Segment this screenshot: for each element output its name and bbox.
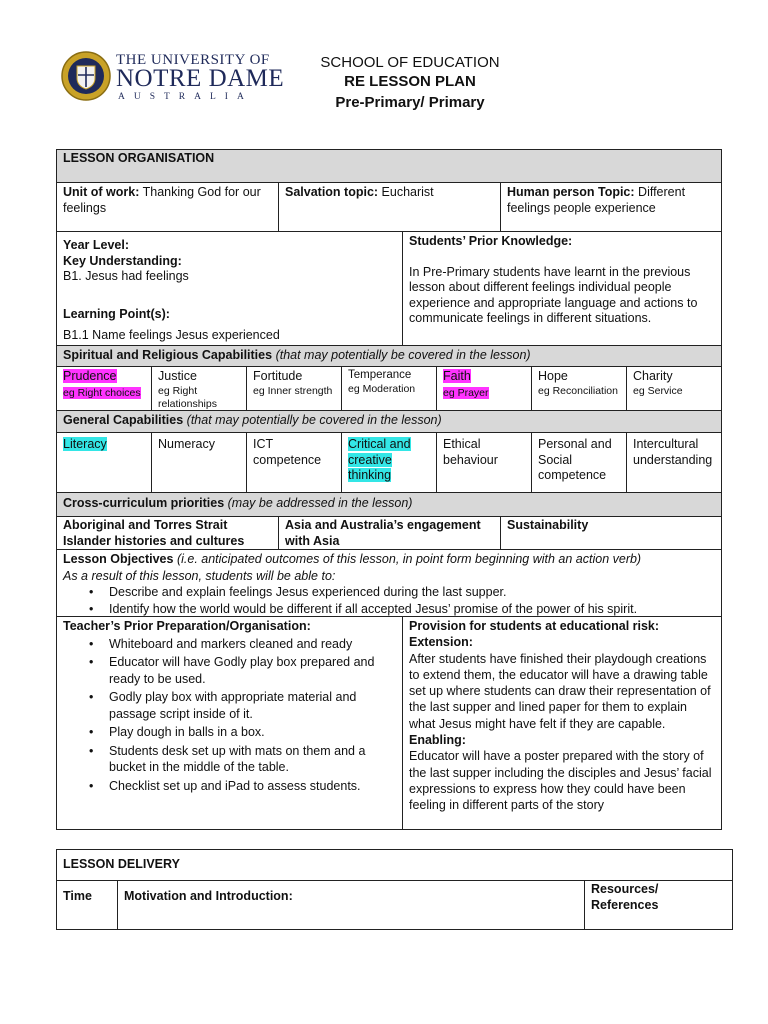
capability-name: Fortitude [253, 369, 303, 383]
general-heading-note: (that may potentially be covered in the lesson) [186, 413, 442, 427]
university-logo [60, 50, 285, 106]
capability-example: eg Reconciliation [538, 384, 618, 397]
capability-name: Charity [633, 369, 673, 383]
unit-label: Unit of work: [63, 185, 140, 199]
enabling-text: Educator will have a poster prepared with the story of the last supper including the disciples and Jesus’ facial expressions to express how they could have been feeling in different parts of the story [409, 749, 712, 813]
key-understanding-label: Key Understanding: [63, 253, 182, 268]
capability-name: Temperance [348, 369, 412, 381]
capability-example: eg Service [633, 384, 683, 397]
preparation-item: • Students desk set up with mats on them and a bucket in the middle of the table. [63, 743, 396, 776]
capability-example: eg Right relationships [158, 384, 217, 410]
cross-asia: Asia and Australia’s engagement with Asia [278, 516, 501, 550]
capability-name: Prudence [63, 369, 117, 383]
key-understanding-cell [56, 231, 403, 346]
general-item: Critical and creative thinking [348, 437, 411, 482]
preparation-item: • Whiteboard and markers cleaned and ready [63, 636, 396, 653]
capability-example: eg Right choices [63, 386, 141, 399]
preparation-cell [56, 616, 403, 830]
capability-name: Hope [538, 369, 568, 383]
cross-aboriginal: Aboriginal and Torres Strait Islander histories and cultures [56, 516, 279, 550]
general-intercultural [626, 432, 722, 493]
capability-charity [626, 366, 722, 411]
general-item: Numeracy [158, 437, 215, 451]
general-item: Personal and Social competence [538, 437, 612, 482]
capability-hope [531, 366, 627, 411]
level-title: Pre-Primary/ Primary [335, 94, 485, 111]
general-item: ICT competence [253, 437, 322, 467]
unit-of-work-cell [56, 182, 279, 232]
extension-text: After students have finished their playdough creations to extend them, the educator will have a drawing table set up where students can draw their representation of the last supper and lined paper for them to explain what Jesus might have felt if they are capable. [409, 651, 711, 731]
prior-knowledge-label: Students’ Prior Knowledge: [409, 234, 573, 248]
preparation-item: • Checklist set up and iPad to assess students. [63, 778, 396, 795]
learning-point-value: B1.1 Name feelings Jesus experienced [63, 328, 280, 342]
spiritual-heading-label: Spiritual and Religious Capabilities [63, 348, 273, 362]
enabling-label: Enabling: [409, 733, 466, 748]
capability-name: Justice [158, 369, 197, 383]
capability-example: eg Moderation [348, 382, 416, 395]
cross-heading-note: (may be addressed in the lesson) [227, 496, 413, 510]
preparation-item: • Educator will have Godly play box prepared and ready to be used. [63, 654, 396, 687]
prior-knowledge-value: In Pre-Primary students have learnt in the previous lesson about different feelings individual people experience and appropriate language and actions to communicate feelings in different situations. [409, 264, 698, 325]
general-critical-thinking [341, 432, 437, 493]
objectives-note: (i.e. anticipated outcomes of this lesson, in point form beginning with an action verb) [176, 552, 642, 566]
objectives-intro: As a result of this lesson, students will be able to: [63, 568, 336, 583]
capability-temperance [341, 366, 437, 411]
organisation-heading: LESSON ORGANISATION [56, 149, 722, 183]
general-numeracy [151, 432, 247, 493]
salvation-value: Eucharist [378, 185, 434, 199]
key-understanding-value: B1. Jesus had feelings [63, 269, 189, 283]
extension-label: Extension: [409, 635, 473, 650]
spiritual-heading-note: (that may potentially be covered in the lesson) [275, 348, 531, 362]
delivery-heading: LESSON DELIVERY [56, 849, 733, 881]
salvation-topic-cell [278, 182, 501, 232]
general-item: Intercultural understanding [633, 437, 713, 467]
cross-sustainability: Sustainability [500, 516, 722, 550]
preparation-item: • Godly play box with appropriate material and passage script inside of it. [63, 689, 396, 722]
logo-line-1: THE UNIVERSITY OF [116, 52, 270, 68]
capability-justice [151, 366, 247, 411]
spiritual-heading [56, 345, 722, 367]
capability-faith [436, 366, 532, 411]
objectives-label: Lesson Objectives [63, 552, 174, 566]
plan-title: RE LESSON PLAN [344, 73, 476, 90]
general-personal-social [531, 432, 627, 493]
preparation-heading: Teacher’s Prior Preparation/Organisation: [63, 619, 311, 633]
logo-line-2: NOTRE DAME [116, 65, 285, 92]
human-label: Human person Topic: [507, 185, 635, 199]
capability-fortitude [246, 366, 342, 411]
logo-line-3: AUSTRALIA [118, 92, 253, 102]
document-header [300, 54, 520, 114]
crest-icon [60, 50, 112, 102]
human-person-topic-cell [500, 182, 722, 232]
objective-item: • Describe and explain feelings Jesus experienced during the last supper. [63, 584, 715, 601]
general-item: Ethical behaviour [443, 437, 498, 467]
capability-example: eg Inner strength [253, 384, 333, 397]
cross-heading [56, 492, 722, 517]
school-title: SCHOOL OF EDUCATION [320, 54, 500, 71]
general-ict [246, 432, 342, 493]
cross-heading-label: Cross-curriculum priorities [63, 496, 225, 510]
capability-example: eg Prayer [443, 386, 489, 399]
capability-name: Faith [443, 369, 471, 383]
general-heading [56, 410, 722, 433]
delivery-time: Time [56, 880, 118, 930]
general-item: Literacy [63, 437, 107, 451]
general-heading-label: General Capabilities [63, 413, 184, 427]
capability-prudence [56, 366, 152, 411]
delivery-motivation: Motivation and Introduction: [117, 880, 585, 930]
provision-cell [402, 616, 722, 830]
provision-heading: Provision for students at educational risk: [409, 619, 660, 633]
objectives-cell [56, 549, 722, 617]
general-literacy [56, 432, 152, 493]
unit-value: Thanking God for our feelings [63, 185, 261, 215]
learning-point-label: Learning Point(s): [63, 306, 170, 321]
human-value: Different feelings people experience [507, 185, 686, 215]
delivery-resources: Resources/ References [584, 880, 733, 930]
year-level-label: Year Level: [63, 238, 130, 252]
preparation-item: • Play dough in balls in a box. [63, 724, 396, 741]
general-ethical [436, 432, 532, 493]
prior-knowledge-cell [402, 231, 722, 346]
objective-item: • Identify how the world would be different if all accepted Jesus’ promise of the power of his spirit. [63, 601, 715, 618]
salvation-label: Salvation topic: [285, 185, 379, 199]
